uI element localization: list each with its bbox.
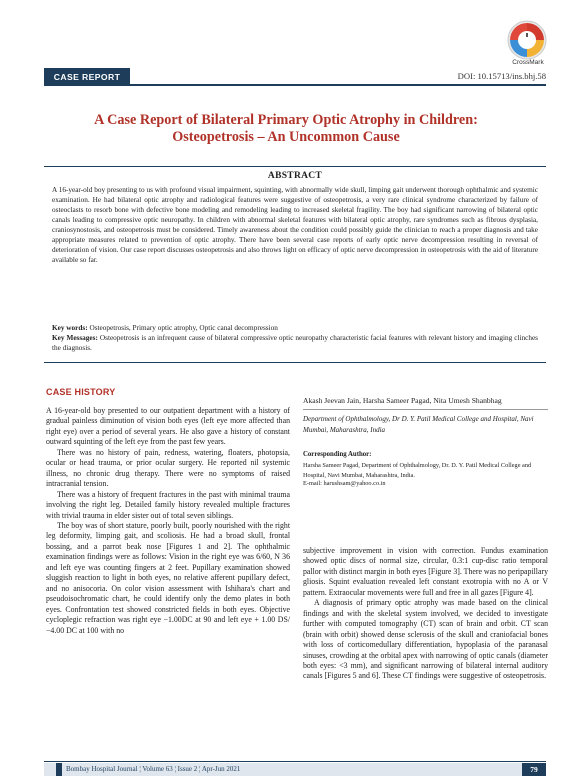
crossmark-icon[interactable] [503, 17, 551, 65]
journal-name: Bombay Hospital Journal [66, 765, 138, 773]
author-names: Akash Jeevan Jain, Harsha Sameer Pagad, Nita Umesh Shanbhag [303, 396, 502, 405]
title-line-1: A Case Report of Bilateral Primary Optic Atrophy in Children: [94, 112, 478, 128]
case-history-body [46, 406, 290, 636]
right-column-body [303, 546, 548, 682]
abstract-text: A 16-year-old boy presenting to us with profound visual impairment, squinting, with abnormally wide skull, limping gait underwent thorough ophthalmic and systemic examination. He had bilateral optic atrophy and radiological features were suggestive of osteopetrosis, a very rare clinical syndrome characterized by failure of osteoclasts to resorb bone with defective bone modeling and remodeling leading to increased skeletal fragility. The boy had significant narrowing of bilateral optic canals leading to compressive optic neuropathy. In children with abnormal skeletal features with bilateral optic atrophy, rare syndromes such as fibrous dysplasia, craniosynostosis, and osteopetrosis must be considered. Timely awareness about the condition could possibly guide the clinician to reach a proper diagnosis and take appropriate measures related to prevention of optic atrophy. There have been several case reports of early optic nerve decompression resulting in reversal of deterioration of vision. Our case report discusses osteopetrosis and also throws light on efficacy of optic nerve decompression in osteopetrosis with the aid of literature available so far. [52, 186, 538, 265]
keywords-line [52, 323, 538, 333]
corresponding-author-email[interactable]: E-mail: harushsam@yahoo.co.in [303, 480, 386, 487]
journal-issue: Issue 2 [177, 765, 198, 773]
footer-separator: ¦ [139, 765, 141, 773]
case-history-heading: CASE HISTORY [46, 387, 116, 397]
footer-divider [44, 761, 546, 762]
paragraph: subjective improvement in vision with correction. Fundus examination showed optic discs of normal size, circular, 0.3:1 cup-disc ratio temporal pallor with distinct margin in both eyes [Figure 3]. There was no peripapillary gliosis. Squint evaluation revealed left constant exotropia with no A or V pattern. Extraocular movements were full and free in all gazes [Figure 4]. [303, 546, 548, 597]
section-divider [44, 362, 546, 363]
keywords-block [52, 323, 538, 353]
footer-separator: ¦ [174, 765, 176, 773]
footer-citation [66, 764, 240, 775]
paragraph: A diagnosis of primary optic atrophy was made based on the clinical findings and with the skeletal system involved, we decided to investigate further with computed tomography (CT) scan of brain and orbit. CT scan (brain with orbit) showed dense sclerosis of the skull and craniofacial bones with loss of corticomedullary differentiation, hypoplasia of the paranasal sinuses, crowding at the orbital apex with narrowing of optic canals (diameter both eyes: <3 mm), and significant narrowing of bilateral internal auditory canals [Figures 5 and 6]. These CT findings were suggestive of osteopetrosis. [303, 598, 548, 681]
footer-separator: ¦ [199, 765, 201, 773]
title-line-2: Osteopetrosis – An Uncommon Cause [172, 129, 400, 145]
keywords-label: Key words: [52, 324, 88, 332]
footer-accent [56, 763, 62, 776]
keywords-text: Osteopetrosis, Primary optic atrophy, Optic canal decompression [89, 324, 278, 332]
abstract-heading: ABSTRACT [267, 171, 323, 181]
section-label: CASE REPORT [44, 68, 130, 85]
header-divider [44, 84, 546, 86]
corresponding-author-heading: Corresponding Author: [303, 451, 372, 458]
author-divider [303, 409, 548, 410]
paragraph: The boy was of short stature, poorly built, poorly nourished with the right leg deformity, limping gait, and scoliosis. He had a broad skull, frontal bossing, and a parrot beak nose [Figures 1 and 2]. The ophthalmic examination findings were as follows: Vision in the right eye was 6/60, N 36 and left eye was counting fingers at 2 feet. Pupillary examination showed sluggish reaction to light in both eyes, no relative afferent pupillary defect, and no anisocoria. On color vision assessment with Ishihara's chart and pseudoisochromatic chart, he could identify only the demo plates in both eyes. Confrontation test showed constricted fields in both eyes. Objective cycloplegic refraction was right eye −1.00DC at 90 and left eye + 1.00 DS/−4.00 DC at 100 with no [46, 520, 290, 635]
journal-volume: Volume 63 [142, 765, 173, 773]
paragraph: There was no history of pain, redness, watering, floaters, photopsia, ocular or head trauma, or prior ocular surgery. He reported nil systemic illness, no chronic drug therapy. There were no symptoms of raised intracranial tension. [46, 447, 290, 489]
key-messages-label: Key Messages: [52, 334, 98, 343]
key-messages-text: Osteopetrosis is an infrequent cause of bilateral compressive optic neuropathy characteristic facial features with relevant history and imaging clinches the diagnosis. [52, 334, 539, 353]
key-messages-line [52, 333, 538, 353]
paragraph: A 16-year-old boy presented to our outpatient department with a history of gradual painless diminution of vision both eyes (left eye more affected than right eye) over a period of several years. He also gave a history of constant outward squinting of the left eye from the past few years. [46, 406, 290, 447]
doi-link[interactable]: DOI: 10.15713/ins.bhj.58 [457, 71, 546, 81]
crossmark-label: CrossMark [512, 59, 544, 66]
author-affiliation: Department of Ophthalmology, Dr D. Y. Patil Medical College and Hospital, Navi Mumbai, Maharashtra, India [303, 415, 534, 434]
article-title [60, 112, 512, 146]
journal-date: Apr-Jun 2021 [201, 765, 241, 773]
corresponding-author-details: Harsha Sameer Pagad, Department of Ophthalmology, Dr. D. Y. Patil Medical College and Hospital, Navi Mumbai, Maharashtra, India. [303, 462, 532, 479]
page-number: 79 [522, 763, 546, 776]
paragraph: There was a history of frequent fractures in the past with minimal trauma involving the right leg. Detailed family history revealed multiple fractures with trivial trauma in elder sister out of total seven siblings. [46, 489, 290, 520]
